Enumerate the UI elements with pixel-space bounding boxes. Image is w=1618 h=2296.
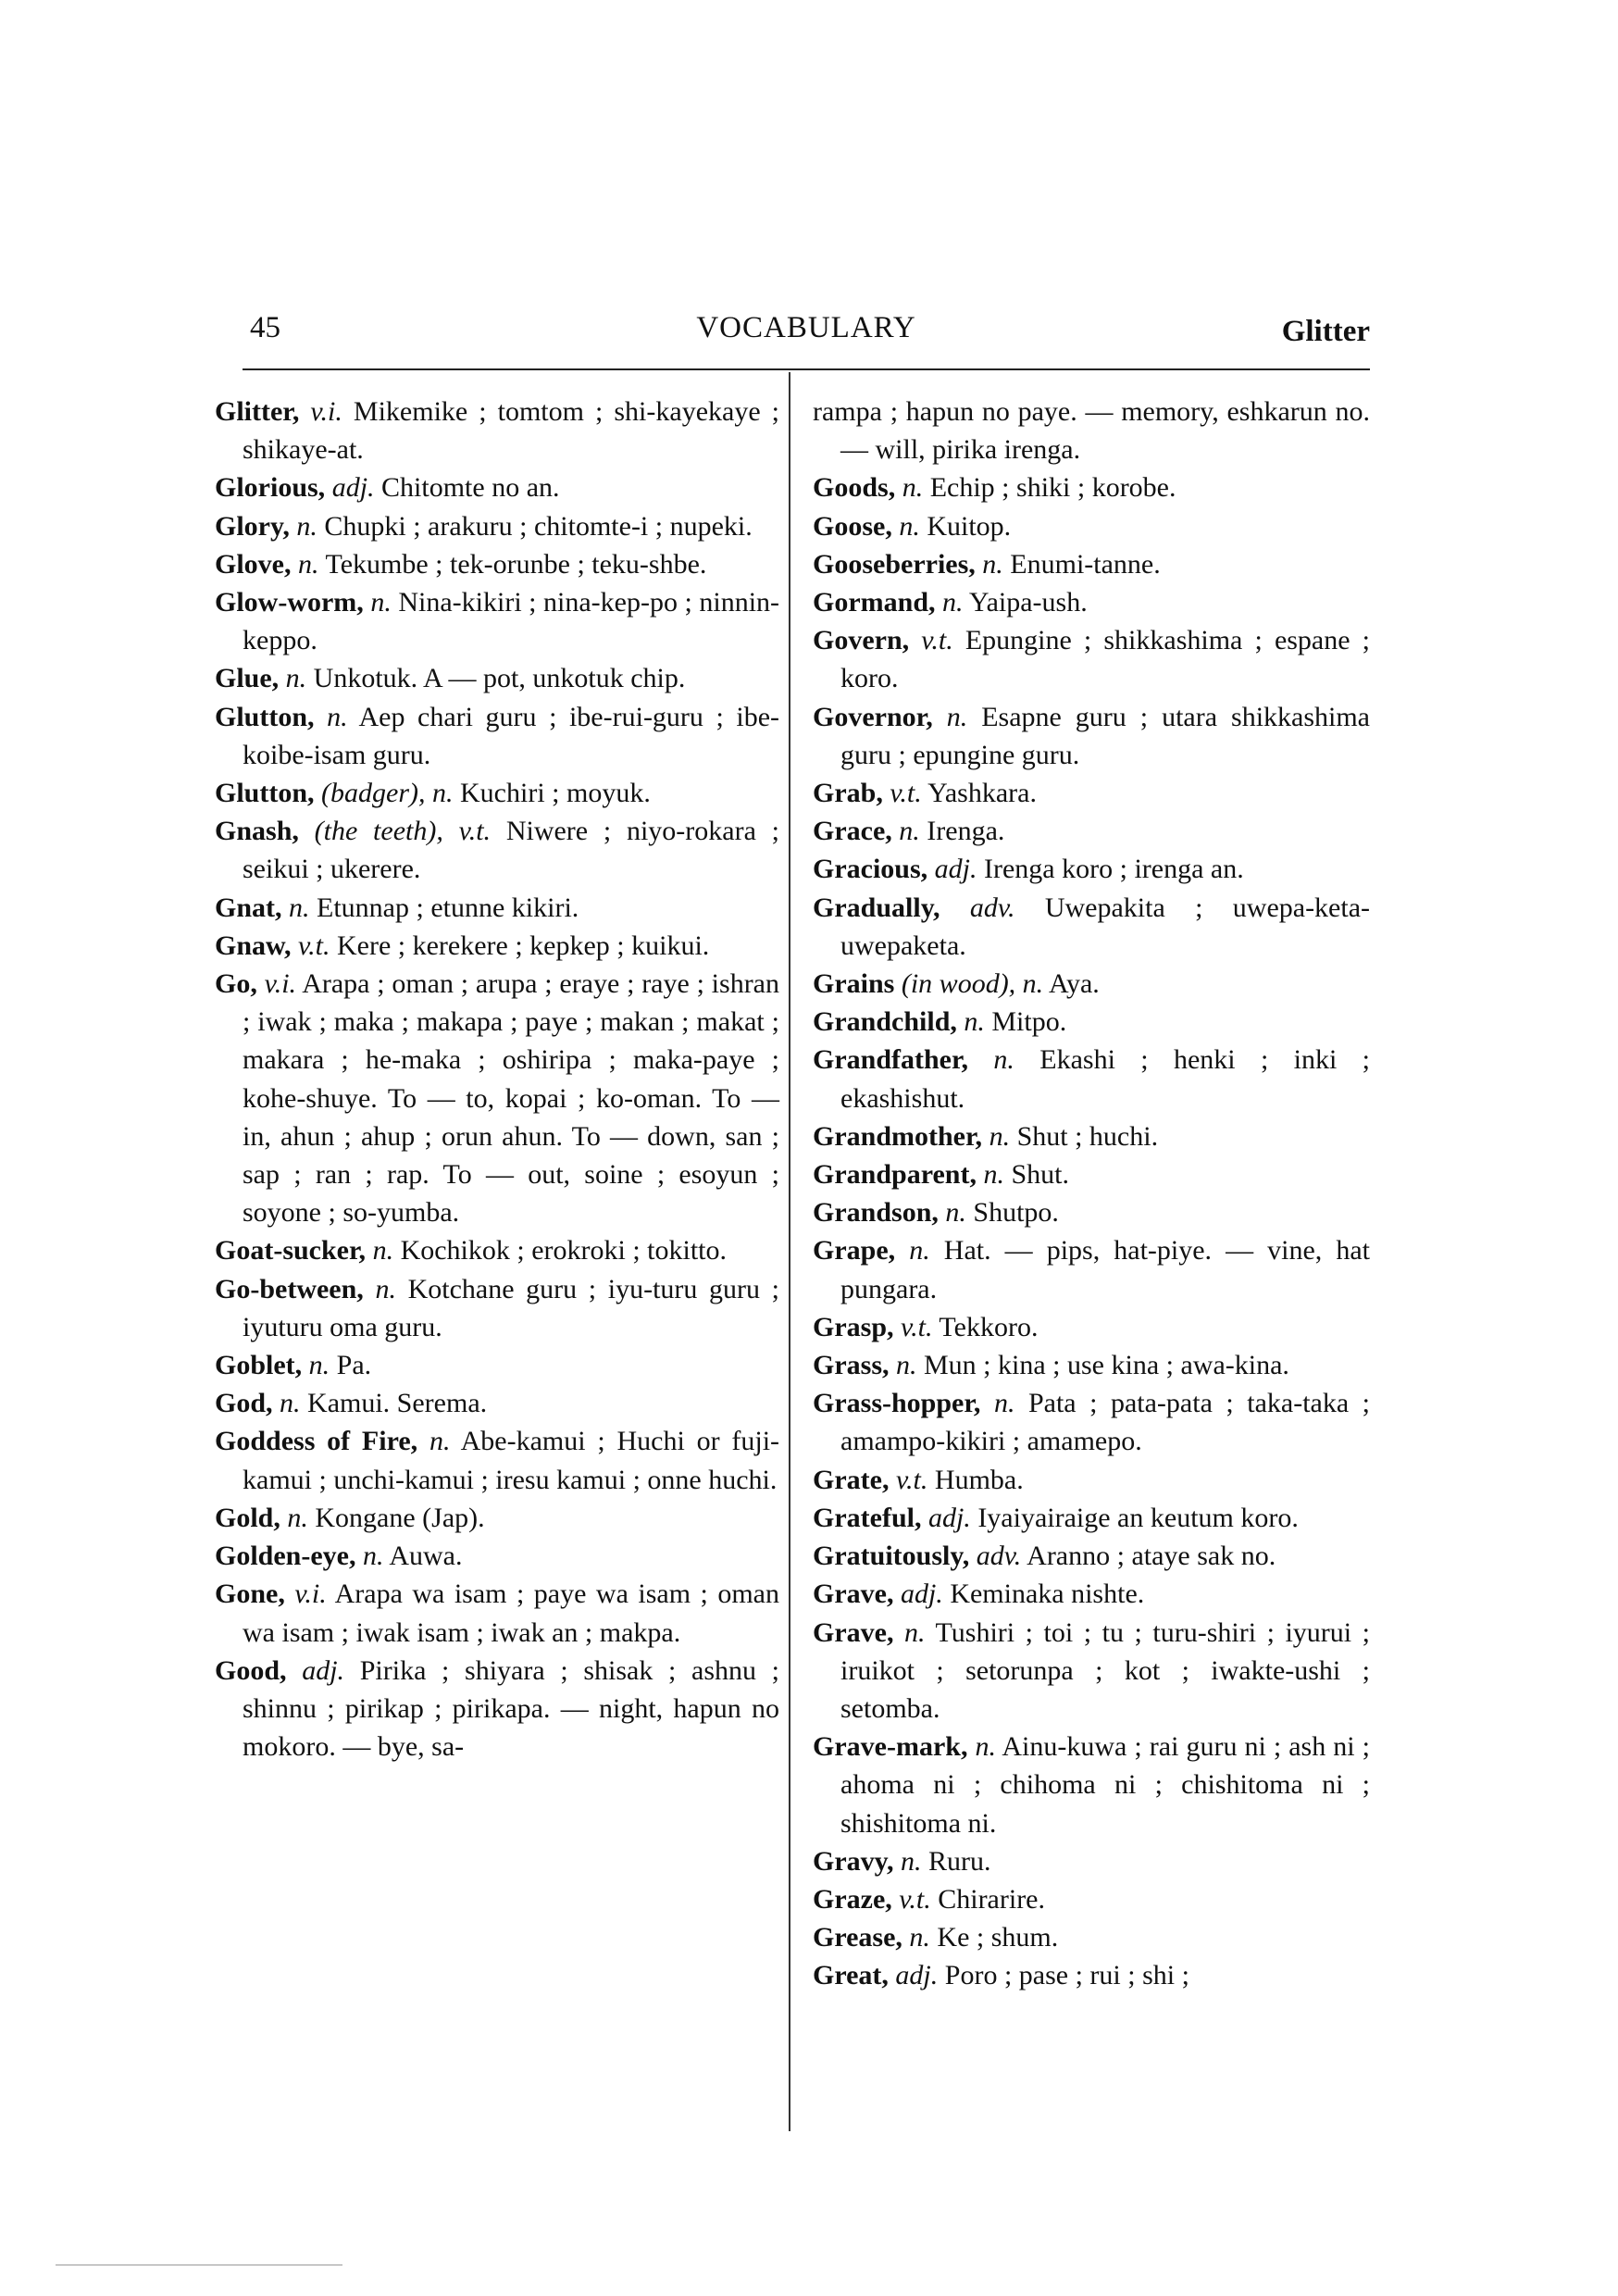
grammar-label: adj. (927, 1502, 971, 1533)
headword: Grandchild, (813, 1006, 957, 1038)
definition: Kamui. Serema. (307, 1388, 488, 1419)
headword: Grains (813, 968, 895, 1000)
dictionary-entry (215, 659, 779, 697)
grammar-label: v.t. (298, 930, 330, 961)
dictionary-entry (813, 1003, 1370, 1041)
definition: Kotchane guru ; iyu-turu guru ; iyuturu oma guru. (243, 1273, 780, 1342)
dictionary-entry (813, 393, 1370, 468)
definition: rampa ; hapun no paye. — memory, eshkarun no. — will, pirika irenga. (813, 396, 1370, 466)
dictionary-entry (813, 1614, 1370, 1728)
dictionary-entry (215, 1270, 779, 1346)
grammar-label: adj. (934, 854, 977, 885)
headword: Gratuitously, (813, 1541, 970, 1572)
grammar-label: v.t. (890, 778, 922, 809)
dictionary-entry (813, 1918, 1370, 1956)
definition: Mun ; kina ; use kina ; awa-kina. (924, 1350, 1289, 1381)
headword: Glory, (215, 510, 290, 542)
headword: Grease, (813, 1922, 902, 1953)
grammar-label: n. (993, 1388, 1015, 1419)
dictionary-entry (813, 1117, 1370, 1155)
grammar-label: v.t. (899, 1883, 931, 1915)
headword: Grave-mark, (813, 1731, 968, 1763)
dictionary-entry (813, 965, 1370, 1003)
headword: Glutton, (215, 701, 315, 732)
headword: Grandfather, (813, 1044, 969, 1076)
definition: Kochikok ; erokroki ; tokitto. (400, 1235, 728, 1267)
dictionary-entry (813, 774, 1370, 812)
headword: Grass, (813, 1350, 890, 1381)
grammar-label: n. (298, 548, 319, 580)
definition: Hat. — pips, hat-piye. — vine, hat pungara. (840, 1235, 1371, 1304)
definition: Kongane (Jap). (315, 1502, 485, 1533)
definition: Kuitop. (927, 510, 1012, 542)
grammar-label: n. (896, 1350, 917, 1381)
grammar-label: n. (899, 816, 920, 847)
dictionary-entry (813, 1499, 1370, 1537)
grammar-label: n. (902, 472, 924, 504)
headword: Goddess of Fire, (215, 1426, 418, 1457)
headword: Grasp, (813, 1311, 894, 1342)
grammar-label: adv. (969, 892, 1015, 923)
grammar-label: n. (429, 1426, 451, 1457)
definition: Ainu-kuwa ; rai guru ni ; ash ni ; ahoma ni ; chihoma ni ; chishitoma ni ; shishitoma ni. (840, 1731, 1370, 1839)
definition: Etunnap ; etunne kikiri. (317, 892, 579, 923)
dictionary-entry (215, 507, 779, 545)
definition: Uwepakita ; uwepa-keta-uwepaketa. (840, 892, 1371, 961)
grammar-label: adj. (331, 472, 375, 504)
grammar-label: (the teeth), v.t. (314, 816, 492, 847)
headword: Grate, (813, 1464, 890, 1495)
grammar-label: n. (370, 587, 392, 618)
definition: Ruru. (928, 1845, 991, 1877)
dictionary-entry (215, 1422, 779, 1498)
dictionary-entry (813, 545, 1370, 583)
dictionary-entry (813, 889, 1370, 965)
headword: God, (215, 1388, 273, 1419)
dictionary-entry (813, 698, 1370, 774)
headword: Gradually, (813, 892, 940, 923)
grammar-label: n. (982, 548, 1003, 580)
dictionary-entry (813, 1346, 1370, 1384)
running-head (243, 311, 1370, 357)
headword: Grave, (813, 1616, 894, 1648)
headword: Grandparent, (813, 1159, 977, 1191)
dictionary-entry (813, 1193, 1370, 1231)
grammar-label: n. (964, 1006, 985, 1038)
dictionary-entry (813, 1155, 1370, 1193)
headword: Gnaw, (215, 930, 292, 961)
definition: Niwere ; niyo-rokara ; seikui ; ukerere. (243, 816, 779, 885)
dictionary-entry (813, 507, 1370, 545)
definition: Epungine ; shikkashima ; espane ; koro. (840, 625, 1371, 694)
dictionary-entry (813, 850, 1370, 888)
headword: Gone, (215, 1578, 285, 1610)
definition: Arapa wa isam ; paye wa isam ; oman wa isam ; iwak isam ; iwak an ; makpa. (243, 1578, 779, 1648)
grammar-label: v.t. (921, 625, 953, 656)
definition: Abe-kamui ; Huchi or fuji-kamui ; unchi-kamui ; iresu kamui ; onne huchi. (243, 1426, 780, 1495)
grammar-label: n. (285, 663, 307, 694)
headword: Gracious, (813, 854, 928, 885)
definition: Chupki ; arakuru ; chitomte-i ; nupeki. (324, 510, 753, 542)
grammar-label: n. (975, 1731, 996, 1763)
headword: Glorious, (215, 472, 326, 504)
grammar-label: adv. (976, 1541, 1022, 1572)
definition: Irenga koro ; irenga an. (984, 854, 1244, 885)
dictionary-entry (215, 468, 779, 506)
headword: Goose, (813, 510, 892, 542)
headword: Great, (813, 1960, 889, 1991)
dictionary-entry (215, 812, 779, 888)
headword: Grateful, (813, 1502, 922, 1533)
dictionary-entry (813, 1537, 1370, 1575)
headword: Grass-hopper, (813, 1388, 981, 1419)
definition: Arapa ; oman ; arupa ; eraye ; raye ; ishran ; iwak ; maka ; makapa ; paye ; makan ; makat ; makara ; he-maka ; oshiripa ; maka-paye ; kohe-shuye. To — to, kopai ; ko-oman. To — in, ahun ; ahup ; orun ahun. To — down, san ; sap ; ran ; rap. To — out, soine ; esoyun ; soyone ; so-yumba. (243, 968, 780, 1229)
headword: Gnash, (215, 816, 299, 847)
dictionary-entry (813, 1461, 1370, 1499)
grammar-label: v.t. (901, 1311, 933, 1342)
headword: Grave, (813, 1578, 894, 1610)
definition: Yaipa-ush. (968, 587, 1088, 618)
dictionary-entry (813, 621, 1370, 697)
grammar-label: n. (372, 1235, 394, 1267)
definition: Poro ; pase ; rui ; shi ; (944, 1960, 1189, 1991)
headword: Go-between, (215, 1273, 364, 1304)
grammar-label: n. (909, 1922, 930, 1953)
grammar-label: (in wood), n. (901, 968, 1044, 1000)
dictionary-entry (215, 1346, 779, 1384)
headword: Goods, (813, 472, 896, 504)
grammar-label: n. (327, 701, 348, 732)
headword: Gormand, (813, 587, 936, 618)
headword: Govern, (813, 625, 910, 656)
headword: Goat-sucker, (215, 1235, 367, 1267)
dictionary-entry (813, 583, 1370, 621)
grammar-label: n. (942, 587, 964, 618)
definition: Keminaka nishte. (950, 1578, 1145, 1610)
definition: Yashkara. (927, 778, 1037, 809)
page-title: VOCABULARY (696, 311, 916, 344)
headword: Graze, (813, 1883, 892, 1915)
grammar-label: n. (289, 892, 310, 923)
headword: Governor, (813, 701, 933, 732)
grammar-label: adj. (895, 1960, 939, 1991)
definition: Tekkoro. (939, 1311, 1039, 1342)
definition: Chirarire. (938, 1883, 1045, 1915)
dictionary-entry (215, 927, 779, 965)
definition: Echip ; shiki ; korobe. (929, 472, 1176, 504)
definition: Tushiri ; toi ; tu ; turu-shiri ; iyurui ; iruikot ; setorunpa ; kot ; iwakte-ushi ; setomba. (840, 1616, 1370, 1724)
grammar-label: n. (945, 1197, 966, 1229)
definition: Enumi-tanne. (1010, 548, 1161, 580)
dictionary-entry (215, 774, 779, 812)
dictionary-entry (813, 1041, 1370, 1117)
definition: Ke ; shum. (937, 1922, 1059, 1953)
grammar-label: n. (989, 1120, 1011, 1152)
headword: Glow-worm, (215, 587, 364, 618)
dictionary-entry (215, 1537, 779, 1575)
headword: Gold, (215, 1502, 280, 1533)
grammar-label: adj. (900, 1578, 943, 1610)
headword: Gnat, (215, 892, 282, 923)
dictionary-entry (813, 1880, 1370, 1918)
definition: Irenga. (927, 816, 1005, 847)
grammar-label: n. (308, 1350, 330, 1381)
dictionary-entry (215, 545, 779, 583)
definition: Nina-kikiri ; nina-kep-po ; ninnin-keppo. (243, 587, 780, 656)
dictionary-entry (813, 1956, 1370, 1994)
dictionary-entry (215, 1652, 779, 1766)
grammar-label: (badger), n. (321, 778, 454, 809)
dictionary-entry (215, 1231, 779, 1269)
dictionary-entry (813, 1728, 1370, 1842)
definition: Ekashi ; henki ; inki ; ekashishut. (840, 1044, 1371, 1114)
column-divider (789, 372, 790, 2131)
definition: Esapne guru ; utara shikkashima guru ; epungine guru. (840, 701, 1371, 770)
grammar-label: n. (946, 701, 968, 732)
headword: Glitter, (215, 396, 300, 427)
grammar-label: n. (904, 1616, 926, 1648)
dictionary-entry (215, 583, 779, 659)
headword: Grape, (813, 1235, 896, 1267)
definition: Shut ; huchi. (1016, 1120, 1159, 1152)
headword: Glove, (215, 548, 292, 580)
definition: Shutpo. (973, 1197, 1059, 1229)
definition: Auwa. (389, 1541, 463, 1572)
headword: Go, (215, 968, 257, 1000)
headword: Gravy, (813, 1845, 894, 1877)
headword: Grab, (813, 778, 883, 809)
dictionary-entry (813, 468, 1370, 506)
headword: Good, (215, 1654, 287, 1686)
dictionary-entry (813, 812, 1370, 850)
definition: Aya. (1049, 968, 1100, 1000)
dictionary-entry (215, 698, 779, 774)
dictionary-entry (813, 1231, 1370, 1307)
grammar-label: n. (280, 1388, 301, 1419)
header-rule (243, 368, 1370, 370)
definition: Pirika ; shiyara ; shisak ; ashnu ; shinnu ; pirikap ; pirikapa. — night, hapun no mokoro. — bye, sa- (243, 1654, 780, 1763)
grammar-label: n. (287, 1502, 308, 1533)
grammar-label: n. (983, 1159, 1004, 1191)
dictionary-entry (813, 1842, 1370, 1880)
page-number: 45 (250, 311, 280, 344)
grammar-label: v.t. (895, 1464, 928, 1495)
left-column (215, 393, 779, 1766)
dictionary-entry (215, 1575, 779, 1651)
grammar-label: v.i. (264, 968, 297, 1000)
grammar-label: n. (901, 1845, 922, 1877)
headword: Glutton, (215, 778, 315, 809)
definition: Aranno ; ataye sak no. (1027, 1541, 1276, 1572)
headword: Golden-eye, (215, 1541, 356, 1572)
headword: Goblet, (215, 1350, 303, 1381)
definition: Pa. (336, 1350, 372, 1381)
dictionary-entry (813, 1575, 1370, 1613)
dictionary-entry (215, 1384, 779, 1422)
definition: Unkotuk. A — pot, unkotuk chip. (313, 663, 686, 694)
definition: Aep chari guru ; ibe-rui-guru ; ibe-koibe-isam guru. (243, 701, 779, 770)
headword: Glue, (215, 663, 280, 694)
definition: Iyaiyairaige an keutum koro. (977, 1502, 1299, 1533)
grammar-label: adj. (302, 1654, 345, 1686)
definition: Mikemike ; tomtom ; shi-kayekaye ; shikaye-at. (243, 396, 780, 466)
right-column (813, 393, 1370, 1995)
guide-word: Glitter (1281, 315, 1370, 348)
headword: Grandmother, (813, 1120, 983, 1152)
definition: Kere ; kerekere ; kepkep ; kuikui. (336, 930, 710, 961)
grammar-label: n. (993, 1044, 1014, 1076)
dictionary-entry (813, 1384, 1370, 1460)
headword: Grandson, (813, 1197, 939, 1229)
grammar-label: v.i. (310, 396, 342, 427)
grammar-label: n. (909, 1235, 930, 1267)
dictionary-entry (215, 393, 779, 468)
grammar-label: v.i. (294, 1578, 327, 1610)
definition: Mitpo. (991, 1006, 1067, 1038)
grammar-label: n. (362, 1541, 384, 1572)
headword: Grace, (813, 816, 892, 847)
grammar-label: n. (899, 510, 920, 542)
grammar-label: n. (296, 510, 317, 542)
dictionary-entry (215, 1499, 779, 1537)
grammar-label: n. (375, 1273, 396, 1304)
definition: Kuchiri ; moyuk. (460, 778, 651, 809)
definition: Humba. (934, 1464, 1024, 1495)
definition: Chitomte no an. (381, 472, 560, 504)
dictionary-entry (215, 965, 779, 1231)
definition: Shut. (1011, 1159, 1069, 1191)
definition: Pata ; pata-pata ; taka-taka ; amampo-kikiri ; amamepo. (840, 1388, 1371, 1457)
dictionary-entry (813, 1308, 1370, 1346)
dictionary-entry (215, 889, 779, 927)
headword: Gooseberries, (813, 548, 976, 580)
definition: Tekumbe ; tek-orunbe ; teku-shbe. (325, 548, 707, 580)
